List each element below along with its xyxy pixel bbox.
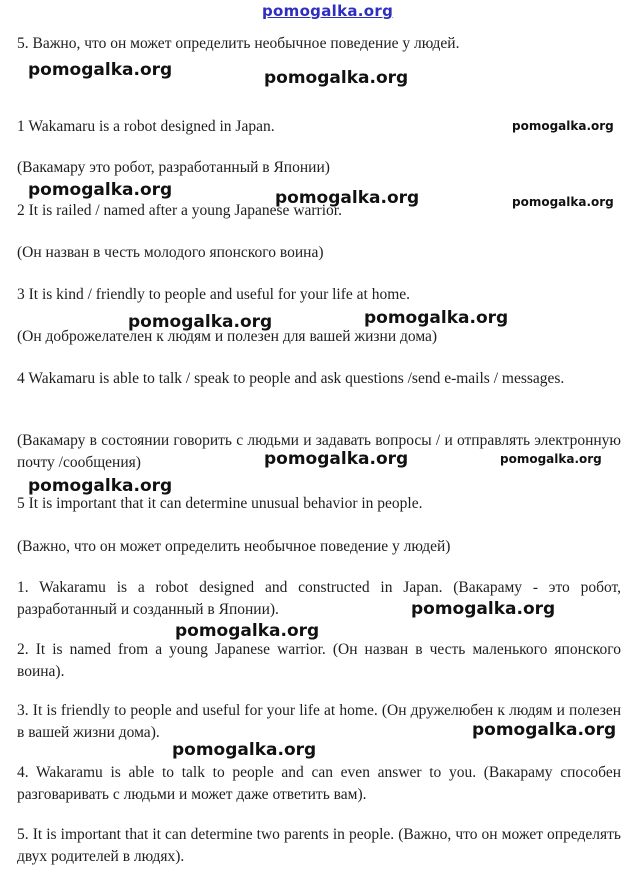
- watermark-logo: pomogalka.org: [28, 180, 173, 200]
- watermark-logo: pomogalka.org: [264, 68, 409, 88]
- text-paragraph-alt-5: 5. It is important that it can determine two parents in people. (Важно, что он может определять двух родителей в людях).: [17, 826, 621, 865]
- watermark-logo: pomogalka.org: [512, 195, 614, 209]
- watermark-logo: pomogalka.org: [172, 740, 317, 760]
- text-paragraph-alt-1: 1. Wakaramu is a robot designed and constructed in Japan. (Вакараму - это робот, разработанный и созданный в Японии).: [17, 579, 621, 618]
- text-paragraph-4-en: 4 Wakamaru is able to talk / speak to people and ask questions /send e-mails / messages.: [17, 370, 565, 387]
- text-line-2-en: 2 It is railed / named after a young Japanese warrior.: [17, 202, 342, 219]
- text-line-3-en: 3 It is kind / friendly to people and useful for your life at home.: [17, 286, 411, 303]
- watermark-logo: pomogalka.org: [364, 308, 509, 328]
- text-line-5-ru: (Важно, что он может определить необычное поведение у людей): [17, 538, 451, 555]
- watermark-logo: pomogalka.org: [175, 621, 320, 641]
- watermark-logo: pomogalka.org: [472, 720, 617, 740]
- text-paragraph-alt-4: 4. Wakaramu is able to talk to people and can even answer to you. (Вакараму способен разговаривать с людьми и может даже ответить вам).: [17, 764, 621, 803]
- watermark-logo: pomogalka.org: [500, 452, 602, 466]
- text-paragraph-4-ru: (Вакамару в состоянии говорить с людьми и задавать вопросы / и отправлять электронную почту /сообщения): [17, 432, 621, 471]
- header-watermark-link[interactable]: pomogalka.org: [262, 2, 394, 20]
- text-line-1-en: 1 Wakamaru is a robot designed in Japan.: [17, 118, 275, 135]
- text-line-2-ru: (Он назван в честь молодого японского воина): [17, 244, 324, 261]
- text-line-3-ru: (Он доброжелателен к людям и полезен для вашей жизни дома): [17, 328, 438, 345]
- watermark-logo: pomogalka.org: [411, 599, 556, 619]
- watermark-logo: pomogalka.org: [128, 312, 273, 332]
- watermark-logo: pomogalka.org: [275, 188, 420, 208]
- text-line-intro: 5. Важно, что он может определить необычное поведение у людей.: [17, 35, 460, 52]
- text-line-1-ru: (Вакамару это робот, разработанный в Японии): [17, 159, 330, 176]
- text-paragraph-alt-3: 3. It is friendly to people and useful for your life at home. (Он дружелюбен к людям и полезен в вашей жизни дома).: [17, 702, 621, 741]
- watermark-logo: pomogalka.org: [28, 60, 173, 80]
- watermark-logo: pomogalka.org: [28, 476, 173, 496]
- text-line-5-en: 5 It is important that it can determine unusual behavior in people.: [17, 495, 423, 512]
- text-paragraph-alt-2: 2. It is named from a young Japanese warrior. (Он назван в честь маленького японского воина).: [17, 641, 621, 680]
- watermark-logo: pomogalka.org: [512, 119, 614, 133]
- watermark-logo: pomogalka.org: [264, 449, 409, 469]
